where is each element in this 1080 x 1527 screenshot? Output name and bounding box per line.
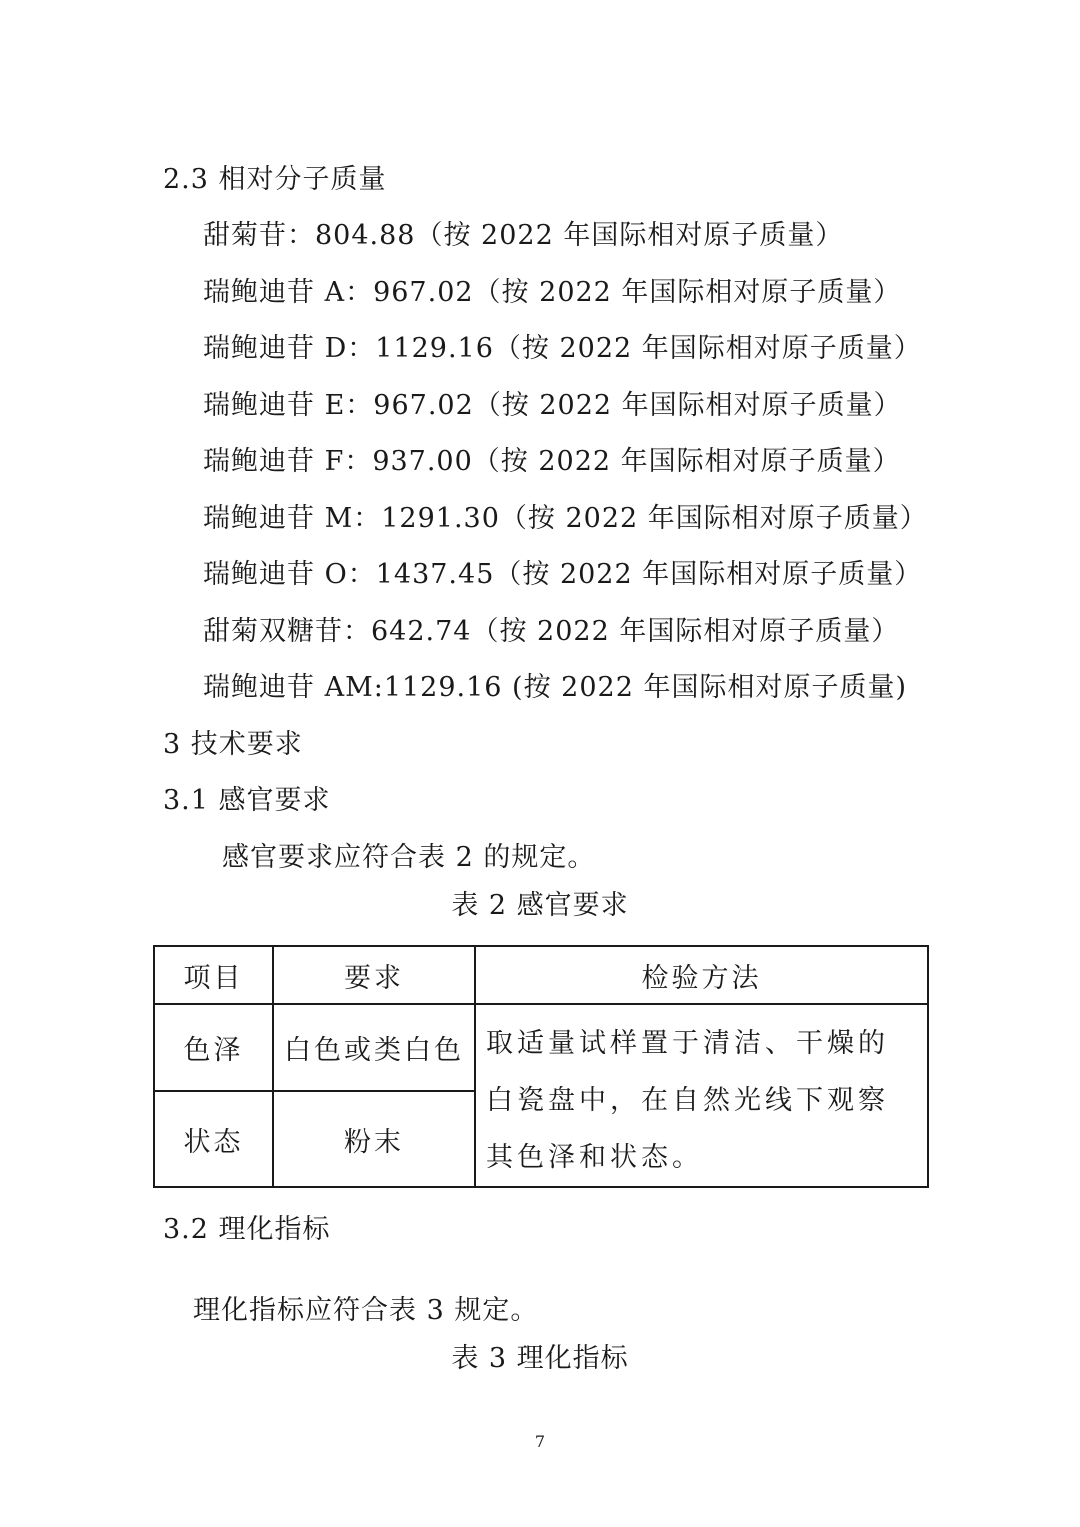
paragraph-physchem-intro: 理化指标应符合表 3 规定。 (193, 1295, 539, 1326)
paragraph-sensory-intro: 感官要求应符合表 2 的规定。 (222, 842, 596, 873)
cell-item-state: 状态 (154, 1091, 273, 1187)
mw-line-rebaudioside-m: 瑞鲍迪苷 M：1291.30（按 2022 年国际相对原子质量） (203, 503, 928, 534)
mw-line-rebaudioside-d: 瑞鲍迪苷 D：1129.16（按 2022 年国际相对原子质量） (203, 333, 922, 364)
mw-line-rebaudioside-a: 瑞鲍迪苷 A：967.02（按 2022 年国际相对原子质量） (203, 277, 902, 308)
table-row (154, 1004, 928, 1091)
mw-line-stevioside: 甜菊苷：804.88（按 2022 年国际相对原子质量） (203, 220, 844, 251)
cell-requirement-state: 粉末 (273, 1091, 475, 1187)
section-heading-2-3: 2.3 相对分子质量 (163, 164, 387, 195)
table3-caption: 表 3 理化指标 (451, 1343, 629, 1374)
cell-item-color: 色泽 (154, 1004, 273, 1091)
section-heading-3-1: 3.1 感官要求 (163, 785, 331, 816)
mw-line-steviolbioside: 甜菊双糖苷：642.74（按 2022 年国际相对原子质量） (203, 616, 900, 647)
table2-caption: 表 2 感官要求 (451, 890, 629, 921)
section-heading-3-2: 3.2 理化指标 (163, 1214, 331, 1245)
page-number: 7 (534, 1432, 546, 1451)
mw-line-rebaudioside-f: 瑞鲍迪苷 F：937.00（按 2022 年国际相对原子质量） (203, 446, 901, 477)
header-cell-item: 项目 (154, 946, 273, 1004)
cell-requirement-color: 白色或类白色 (273, 1004, 475, 1091)
mw-line-rebaudioside-e: 瑞鲍迪苷 E：967.02（按 2022 年国际相对原子质量） (203, 390, 902, 421)
section-heading-3: 3 技术要求 (163, 729, 303, 760)
sensory-requirements-table (153, 945, 929, 1188)
cell-test-method: 取适量试样置于清洁、干燥的白瓷盘中，在自然光线下观察其色泽和状态。 (475, 1004, 928, 1187)
table-header-row (154, 946, 928, 1004)
mw-line-rebaudioside-am: 瑞鲍迪苷 AM:1129.16 (按 2022 年国际相对原子质量) (203, 672, 908, 703)
header-cell-requirement: 要求 (273, 946, 475, 1004)
mw-line-rebaudioside-o: 瑞鲍迪苷 O：1437.45（按 2022 年国际相对原子质量） (203, 559, 923, 590)
header-cell-method: 检验方法 (475, 946, 928, 1004)
